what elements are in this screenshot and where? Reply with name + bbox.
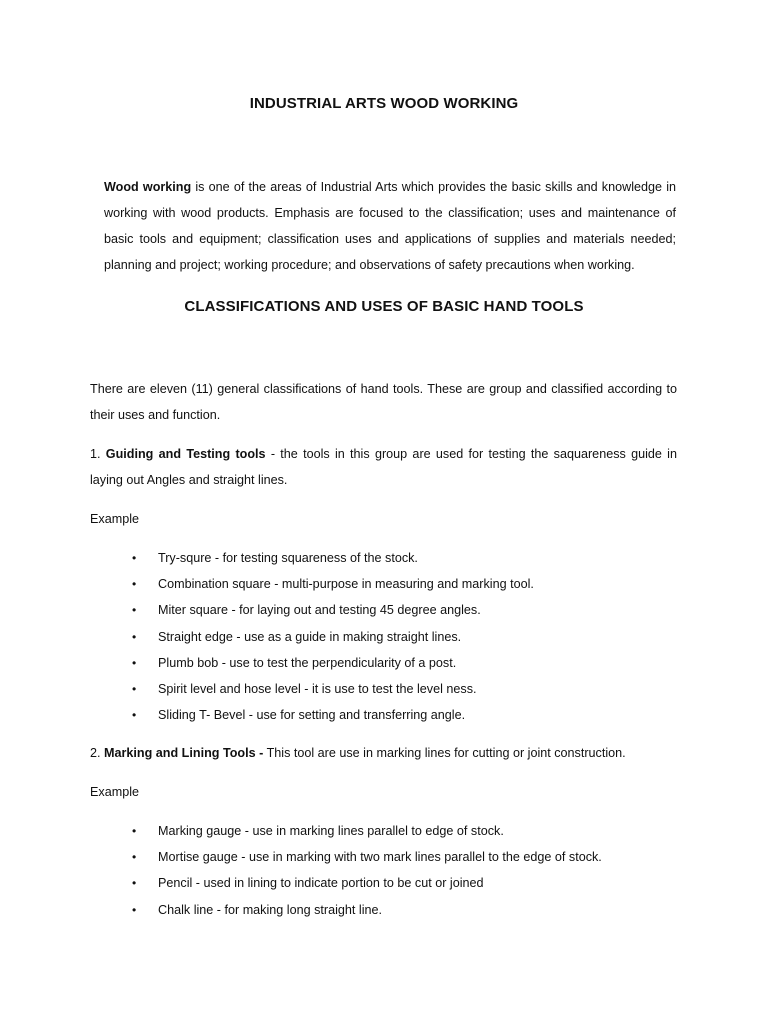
list-item-text: Combination square - multi-purpose in measuring and marking tool. [158,577,534,592]
list-item-text: Straight edge - use as a guide in making straight lines. [158,629,462,644]
list-item [132,818,692,844]
list-item [132,597,692,623]
list-item-text: Marking gauge - use in marking lines parallel to edge of stock. [158,824,504,838]
section-2-bullet-list [132,818,692,923]
section-2-example-label: Example [90,785,139,799]
section-title: CLASSIFICATIONS AND USES OF BASIC HAND TOOLS [184,298,584,315]
section-1-bullet-list [132,545,692,728]
bullet-icon: • [132,655,137,670]
section-1-number: 1. [90,447,106,461]
bullet-icon: • [132,577,137,592]
list-item [132,702,692,728]
bullet-icon: • [132,629,137,644]
list-item-text: Chalk line - for making long straight line. [158,902,382,917]
list-item-text: Spirit level and hose level - it is use to test the level ness. [158,681,477,696]
list-item-text: Try-squre - for testing squareness of the stock. [158,551,418,565]
page-title: INDUSTRIAL ARTS WOOD WORKING [249,95,519,112]
list-item-text: Miter square - for laying out and testing 45 degree angles. [158,603,481,618]
bullet-icon: • [132,551,137,565]
section-1-heading: Guiding and Testing tools [105,447,266,461]
section-2-paragraph [90,740,677,766]
bullet-icon: • [132,603,137,618]
list-item-text: Sliding T- Bevel - use for setting and transferring angle. [158,708,466,723]
bullet-icon: • [132,876,137,891]
bullet-icon: • [132,850,137,865]
intro-paragraph [104,174,676,278]
bullet-icon: • [132,681,137,696]
list-item [132,844,692,870]
section-1-paragraph [90,441,677,493]
list-item [132,897,692,923]
list-item [132,870,692,896]
section-2-heading: Marking and Lining Tools - [104,746,264,760]
list-item [132,545,692,571]
section-1-example-label: Example [90,512,139,526]
bullet-icon: • [132,708,137,723]
section-2-number: 2. [90,746,105,760]
list-item-text: Mortise gauge - use in marking with two mark lines parallel to the edge of stock. [158,850,602,865]
intro-bold-term: Wood working [104,180,192,194]
bullet-icon: • [132,902,137,917]
list-item-text: Pencil - used in lining to indicate portion to be cut or joined [158,876,484,891]
section-1-text: - the tools in this group are used for testing the saquareness guide in laying out Angles and straight lines. [90,447,677,487]
list-item-text: Plumb bob - use to test the perpendicularity of a post. [158,655,457,670]
list-item [132,571,692,597]
list-item [132,624,692,650]
intro-text: is one of the areas of Industrial Arts which provides the basic skills and knowledge in working with wood products. Emphasis are focused to the classification; uses and maintenance of basic tools and equipment; classification uses and applications of supplies and materials needed; planning and project; working procedure; and observations of safety precautions when working. [104,180,677,272]
list-item [132,676,692,702]
bullet-icon: • [132,824,137,838]
list-item [132,650,692,676]
section-2-text: This tool are use in marking lines for cutting or joint construction. [263,746,626,760]
lead-paragraph: There are eleven (11) general classifications of hand tools. These are group and classified according to their uses and function. [90,382,677,422]
